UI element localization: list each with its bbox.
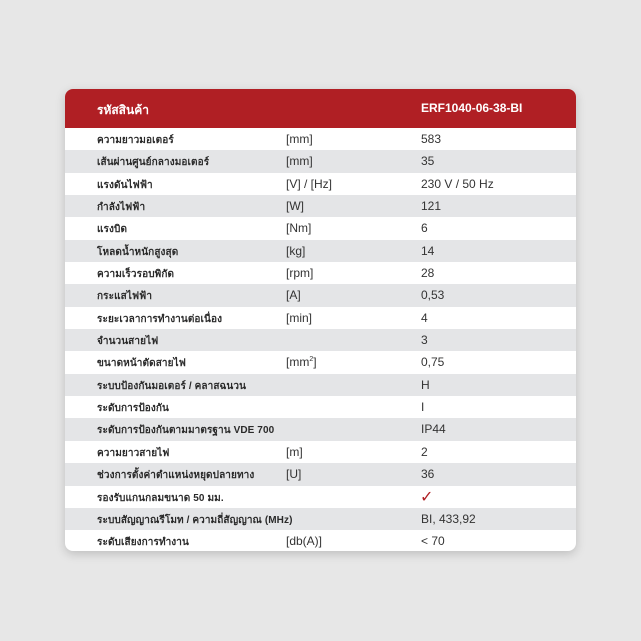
spec-unit-base: [mm (286, 355, 310, 370)
spec-row (65, 530, 576, 551)
spec-unit: [W] (286, 199, 304, 214)
spec-label: ระยะเวลาการทำงานต่อเนื่อง (97, 313, 223, 325)
spec-value: 583 (421, 132, 442, 146)
spec-row (65, 463, 576, 485)
spec-row (65, 374, 576, 396)
spec-value: 0,53 (421, 288, 445, 303)
spec-row (65, 396, 576, 418)
spec-label: กระแสไฟฟ้า (97, 291, 153, 303)
spec-value: 0,75 (421, 355, 445, 370)
spec-row (65, 128, 576, 150)
spec-row (65, 195, 576, 217)
spec-unit: [mm] (286, 132, 313, 146)
spec-row (65, 351, 576, 373)
spec-value: 28 (421, 266, 435, 281)
spec-unit: [min] (286, 310, 313, 325)
spec-row (65, 486, 576, 508)
product-code-label: รหัสสินค้า (97, 103, 149, 117)
spec-unit-superscript: 2 (309, 356, 314, 364)
spec-value: < 70 (421, 534, 445, 549)
spec-unit: [m] (286, 444, 303, 459)
spec-value: 121 (421, 199, 442, 214)
spec-label: กำลังไฟฟ้า (97, 202, 146, 214)
spec-unit: [mm] (286, 154, 313, 169)
spec-unit: [Nm] (286, 221, 312, 236)
spec-row (65, 240, 576, 262)
spec-unit: [kg] (286, 243, 306, 258)
spec-unit: [rpm] (286, 266, 314, 281)
spec-row (65, 441, 576, 463)
spec-value: 35 (421, 154, 435, 169)
spec-label: ความเร็วรอบพิกัด (97, 269, 175, 281)
spec-label: เส้นผ่านศูนย์กลางมอเตอร์ (97, 157, 210, 169)
spec-row (65, 284, 576, 306)
spec-row (65, 217, 576, 239)
spec-unit (286, 355, 317, 369)
spec-table-header (65, 89, 576, 128)
spec-row (65, 307, 576, 329)
spec-label: แรงบิด (97, 224, 128, 236)
spec-label: ระบบสัญญาณรีโมท / ความถี่สัญญาณ (MHz) (97, 514, 293, 526)
spec-row (65, 329, 576, 351)
spec-unit: [db(A)] (286, 534, 323, 549)
spec-label: ระดับเสียงการทำงาน (97, 537, 189, 549)
spec-value: 6 (421, 221, 428, 236)
spec-label: ช่วงการตั้งค่าตำแหน่งหยุดปลายทาง (97, 470, 255, 482)
spec-unit: [V] / [Hz] (286, 176, 333, 191)
spec-label: ระบบป้องกันมอเตอร์ / คลาสฉนวน (97, 380, 247, 392)
spec-label: แรงดันไฟฟ้า (97, 179, 153, 191)
spec-row (65, 262, 576, 284)
spec-table-card (65, 89, 576, 551)
spec-label: ระดับการป้องกัน (97, 403, 169, 415)
checkmark-icon: ✓ (420, 488, 434, 506)
spec-label: โหลดน้ำหนักสูงสุด (97, 246, 179, 258)
spec-row (65, 508, 576, 530)
spec-value: IP44 (421, 422, 446, 437)
spec-label: ขนาดหน้าตัดสายไฟ (97, 358, 186, 370)
spec-value: 4 (421, 310, 428, 325)
spec-label: ความยาวสายไฟ (97, 447, 170, 459)
spec-unit: [A] (286, 288, 301, 303)
spec-value: 2 (421, 444, 428, 459)
spec-label: รองรับแกนกลมขนาด 50 มม. (97, 492, 224, 504)
spec-value: BI, 433,92 (421, 511, 476, 526)
spec-rows (65, 128, 576, 551)
spec-row (65, 150, 576, 172)
spec-unit-tail: ] (313, 355, 317, 370)
spec-value: H (421, 377, 430, 392)
spec-label: ความยาวมอเตอร์ (97, 135, 174, 146)
spec-label: ระดับการป้องกันตามมาตรฐาน VDE 700 (97, 425, 275, 437)
spec-row (65, 418, 576, 440)
spec-row (65, 173, 576, 195)
spec-value: 3 (421, 333, 428, 348)
spec-value: 14 (421, 243, 435, 258)
spec-label: จำนวนสายไฟ (97, 336, 159, 348)
spec-value: 36 (421, 467, 435, 482)
spec-value: I (421, 400, 425, 415)
spec-value: 230 V / 50 Hz (421, 176, 494, 191)
spec-unit: [U] (286, 467, 302, 482)
product-code-value: ERF1040-06-38-BI (421, 101, 523, 115)
